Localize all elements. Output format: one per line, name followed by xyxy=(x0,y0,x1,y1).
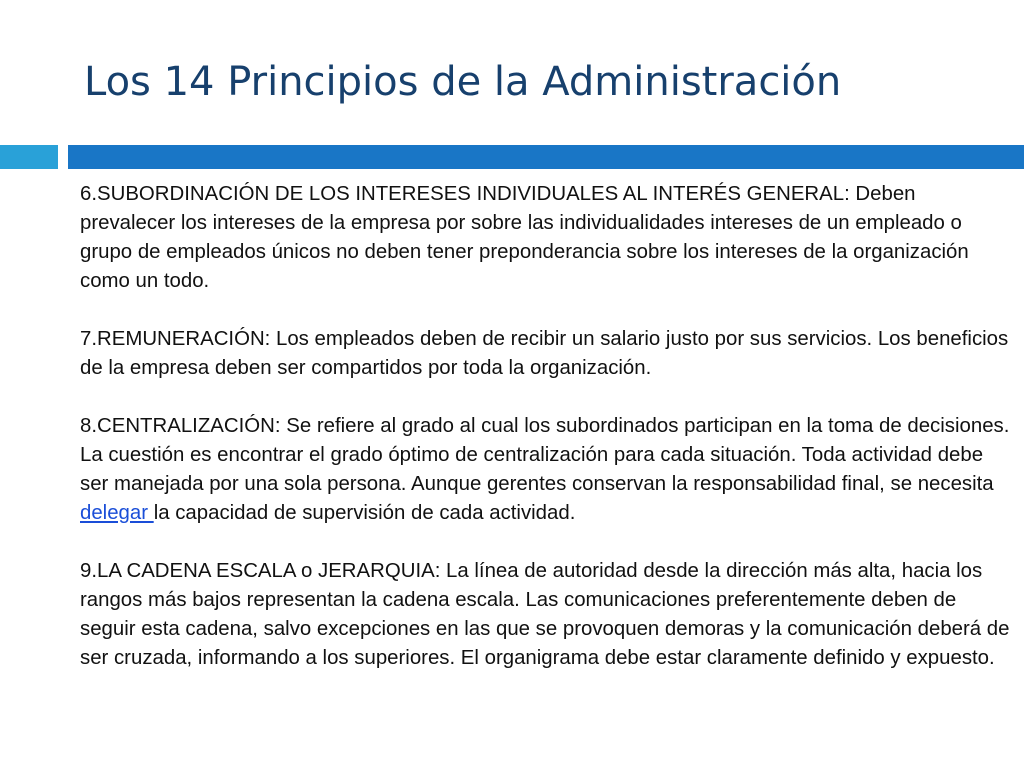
principle-7-heading: 7.REMUNERACIÓN xyxy=(80,328,265,350)
principle-8 xyxy=(80,412,1010,528)
principle-9-body: : La línea de autoridad desde la dirección más alta, hacia los rangos más bajos representan la cadena escala. Las comunicaciones preferentemente deben de seguir esta cadena, salvo excepciones en las que se provoquen demoras y la comunicación deberá de ser cruzada, informando a los superiores. El organigrama debe estar claramente definido y expuesto. xyxy=(80,560,1010,669)
principle-6-heading: 6.SUBORDINACIÓN DE LOS INTERESES INDIVIDUALES AL INTERÉS GENERAL xyxy=(80,183,845,205)
principle-6 xyxy=(80,180,1010,296)
principle-7 xyxy=(80,325,1010,383)
slide-title: Los 14 Principios de la Administración xyxy=(84,59,842,105)
delegar-link[interactable]: delegar xyxy=(80,502,154,524)
principle-8-heading: 8.CENTRALIZACIÓN xyxy=(80,415,275,437)
principle-9-heading: 9.LA CADENA ESCALA o JERARQUIA xyxy=(80,560,435,582)
accent-band-right xyxy=(68,145,1024,169)
slide-content xyxy=(80,180,1010,673)
principle-8-body-end: la capacidad de supervisión de cada actividad. xyxy=(153,502,576,524)
principle-9 xyxy=(80,557,1010,673)
principle-8-body: : Se refiere al grado al cual los subordinados participan en la toma de decisiones. La cuestión es encontrar el grado óptimo de centralización para cada situación. Toda actividad debe ser manejada por una sola persona. Aunque gerentes conservan la responsabilidad final, se necesita xyxy=(80,415,1010,495)
principle-7-body: : Los empleados deben de recibir un salario justo por sus servicios. Los beneficios de la empresa deben ser compartidos por toda la organización. xyxy=(80,328,1009,379)
principle-6-body: : Deben prevalecer los intereses de la empresa por sobre las individualidades intereses de un empleado o grupo de empleados únicos no deben tener preponderancia sobre los intereses de la organización como un todo. xyxy=(80,183,969,292)
accent-band-left xyxy=(0,145,58,169)
